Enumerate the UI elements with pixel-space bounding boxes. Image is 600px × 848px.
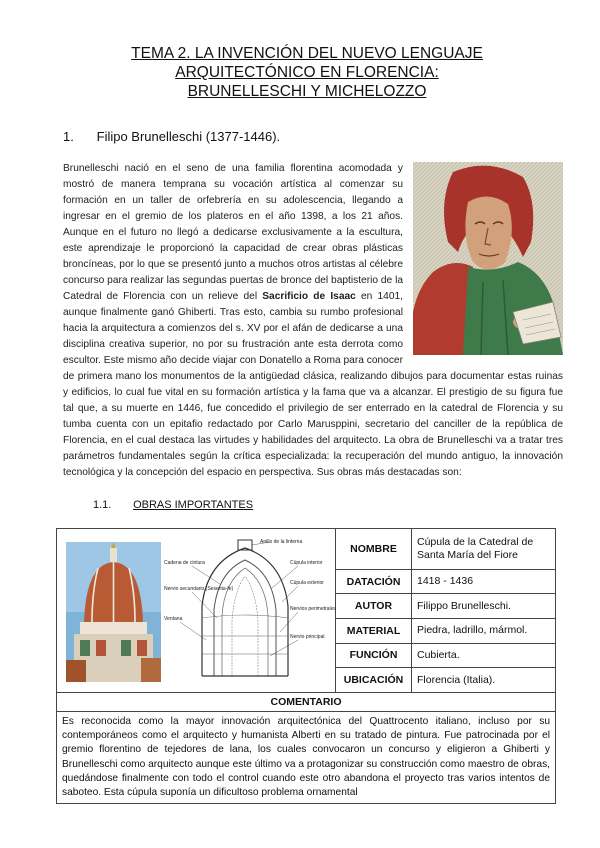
table-value-autor: Filippo Brunelleschi. [412, 594, 556, 619]
comment-header: COMENTARIO [57, 693, 556, 712]
section-number: 1. [63, 129, 74, 144]
table-key-ubicacion: UBICACIÓN [336, 668, 412, 693]
table-key-funcion: FUNCIÓN [336, 643, 412, 668]
dome-section-diagram [162, 536, 336, 686]
diagram-label-r4: Nervio principal [290, 634, 325, 640]
diagram-label-l2: Nervio secundario (Sesenta-fe) [164, 586, 234, 592]
table-value-funcion: Cubierta. [412, 643, 556, 668]
table-key-material: MATERIAL [336, 619, 412, 644]
table-key-autor: AUTOR [336, 594, 412, 619]
diagram-label-l1: Cadena de cintura [164, 560, 205, 566]
table-key-datacion: DATACIÓN [336, 569, 412, 594]
dome-photo [66, 542, 161, 682]
table-value-ubicacion: Florencia (Italia). [412, 668, 556, 693]
diagram-label-r1: Cúpula interior [290, 560, 323, 566]
table-row [57, 712, 556, 804]
title-line-3: BRUNELLESCHI Y MICHELOZZO [187, 83, 427, 100]
section-title: Filipo Brunelleschi (1377-1446). [96, 129, 281, 144]
title-line-2: ARQUITECTÓNICO EN FLORENCIA: [175, 64, 439, 81]
images-cell [57, 529, 336, 693]
intro-text-part1: Brunelleschi nació en el seno de una familia florentina acomodada y mostró de manera temprana su vocación artística al comenzar su formación en un taller de orfebrería en su adolescencia, llegando a ingresar en el gremio de los plateros en el año 1398, a los 21 años. Aunque en el futuro no llegó a dedicarse exclusivamente a la escultura, este aprendizaje le proporcionó la capacidad de crear obras plásticas broncíneas, por lo que se presentó junto a muchos otros artistas al célebre concurso para realizar las segundas puertas de bronce del baptisterio de la Catedral de Florencia con un relieve del [63, 163, 403, 302]
diagram-label-r3: Nervios perimetrales [290, 606, 336, 612]
intro-text-part2: en 1401, aunque finalmente ganó Ghiberti. Tras esto, cambia su rumbo profesional hacia la arquitectura a comienzos del s. XV por el afán de dedicarse a una disciplina creativa superior, no por su frustración ante esta derrota como escultor. Este mismo año decide viajar con Donatello a Roma para conocer de primera mano los monumentos de la antigüedad clásica, realizando dibujos para documentar estas ruinas y edificios, lo cual fue vital en su formación artística y la fama que va a alcanzar. El prestigio de su figura fue tal que, a su muerte en 1446, fue concedido el privilegio de ser enterrado en la catedral de Florencia y su tumba cuenta con un epitafio redactado por Carlo Marusppini, secretario del canciller de la república de Florencia, en el cual destaca las virtudes y habilidades del arquitecto. La obra de Brunelleschi va a tratar tres parámetros fundamentales según la crítica especializada: la recuperación del mundo antiguo, la innovación tecnológica y la concepción del espacio en perspectiva. Sus obras más destacadas son: [63, 291, 563, 478]
intro-paragraph [63, 161, 563, 481]
works-table [56, 528, 556, 804]
brunelleschi-portrait [413, 162, 563, 355]
table-row [57, 529, 556, 570]
diagram-label-top: Anillo de la linterna [260, 539, 303, 545]
title-line-1: TEMA 2. LA INVENCIÓN DEL NUEVO LENGUAJE [131, 45, 483, 62]
table-row [57, 693, 556, 712]
table-value-nombre: Cúpula de la Catedral de Santa María del Fiore [412, 529, 556, 570]
table-value-datacion: 1418 - 1436 [412, 569, 556, 594]
section-heading [63, 129, 280, 144]
subsection-heading [93, 499, 253, 511]
subsection-number: 1.1. [93, 499, 112, 511]
document-title [60, 44, 554, 101]
diagram-label-r2: Cúpula exterior [290, 580, 324, 586]
subsection-title: OBRAS IMPORTANTES [133, 499, 254, 511]
comment-text: Es reconocida como la mayor innovación arquitectónica del Quattrocento italiano, incluso por su contemporáneos como el arquitecto y humanista Alberti en su tratado de pintura. Fue patrocinada por el gremio florentino de tejedores de lana, los cuales convocaron un concurso y eligieron a Ghiberti y Brunelleschi como arquitecto aunque este último va a protagonizar su construcción como maestro de obras, quedándose finalmente con todo el control cuando este otro abandona el proyecto tras varios intentos de saboteo. Esta cúpula suponía un dificultoso problema ornamental [57, 712, 556, 804]
table-value-material: Piedra, ladrillo, mármol. [412, 619, 556, 644]
diagram-label-l3: Ventana [164, 616, 183, 622]
intro-bold-title: Sacrificio de Isaac [262, 291, 356, 302]
table-key-nombre: NOMBRE [336, 529, 412, 570]
